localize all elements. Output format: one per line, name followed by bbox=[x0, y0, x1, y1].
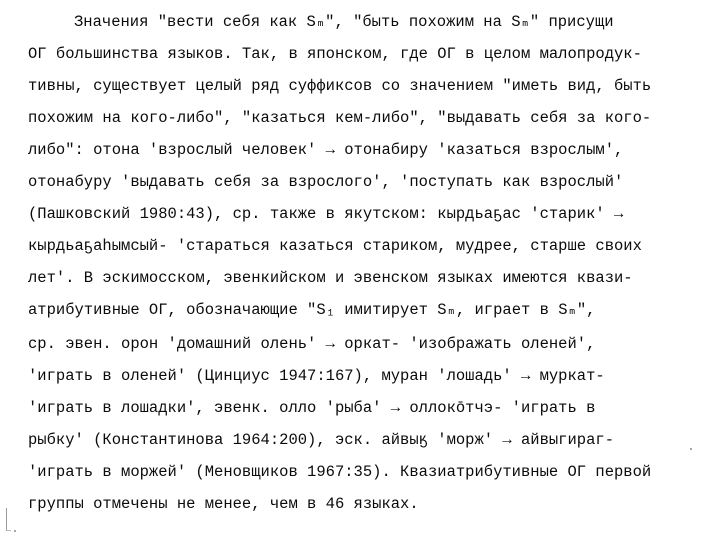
text-line-12: 'играть в оленей' (Цинциус 1947:167), муран 'лошадь' → муркат- bbox=[28, 367, 605, 385]
text-line-6: отонабуру 'выдавать себя за взрослого', 'поступать как взрослый' bbox=[28, 173, 624, 191]
scan-speck bbox=[14, 530, 16, 532]
text-line-14: рыбку' (Константинова 1964:200), эск. айвыӄ 'морж' → айвыгираг- bbox=[28, 431, 614, 449]
scan-speck bbox=[690, 448, 692, 450]
text-line-2: ОГ большинства языков. Так, в японском, где ОГ в целом малопродук- bbox=[28, 45, 642, 63]
text-line-3: тивны, существует целый ряд суффиксов со значением "иметь вид, быть bbox=[28, 77, 652, 95]
text-line-11: ср. эвен. орон 'домашний олень' → оркат- 'изображать оленей', bbox=[28, 335, 596, 353]
text-line-8: кырдьаҕаhымсый- 'стараться казаться стариком, мудрее, старше своих bbox=[28, 237, 642, 255]
text-line-16: группы отмечены не менее, чем в 46 языках. bbox=[28, 495, 419, 513]
text-line-13: 'играть в лошадки', эвенк. олло 'рыба' → оллокōтчэ- 'играть в bbox=[28, 399, 596, 417]
text-line-4: похожим на кого-либо", "казаться кем-либо", "выдавать себя за кого- bbox=[28, 109, 652, 127]
text-line-15: 'играть в моржей' (Меновщиков 1967:35). Квазиатрибутивные ОГ первой bbox=[28, 463, 652, 481]
text-line-7: (Пашковский 1980:43), ср. также в якутском: кырдьаҕас 'старик' → bbox=[28, 205, 624, 223]
text-line-10: атрибутивные ОГ, обозначающие "S₁ имитирует Sₘ, играет в Sₘ", bbox=[28, 301, 596, 319]
text-line-1: Значения "вести себя как Sₘ", "быть похожим на Sₘ" присущи bbox=[74, 13, 614, 31]
text-line-5: либо": отона 'взрослый человек' → отонабиру 'казаться взрослым', bbox=[28, 141, 624, 159]
text-line-9: лет'. В эскимосском, эвенкийском и эвенском языках имеются квази- bbox=[28, 269, 633, 287]
margin-bracket-mark bbox=[6, 508, 11, 531]
